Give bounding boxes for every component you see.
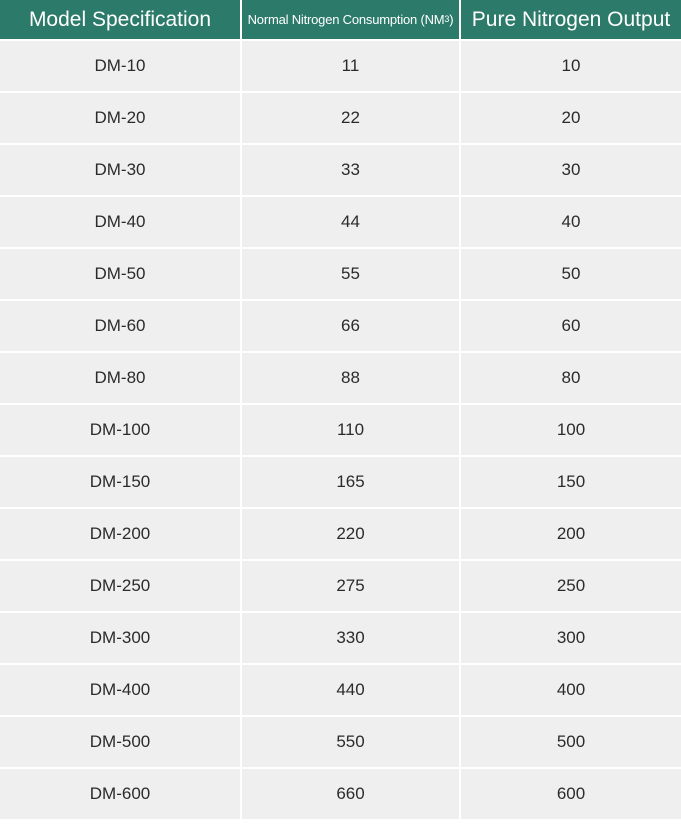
output-cell-value: 10 <box>561 56 581 75</box>
model-cell <box>0 457 242 509</box>
model-cell <box>0 249 242 301</box>
output-cell-value: 20 <box>561 108 581 127</box>
consumption-cell-value: 22 <box>341 108 360 127</box>
output-cell-value: 30 <box>561 160 581 179</box>
consumption-cell <box>242 405 461 457</box>
model-cell-value: DM-300 <box>89 628 151 647</box>
model-cell-value: DM-250 <box>89 576 151 595</box>
output-cell-value: 50 <box>561 264 581 283</box>
output-cell-value: 300 <box>556 628 586 647</box>
output-cell-value: 400 <box>556 680 586 699</box>
model-cell-value: DM-200 <box>89 524 151 543</box>
model-cell <box>0 717 242 769</box>
output-cell-value: 500 <box>556 732 586 751</box>
output-cell <box>461 301 681 353</box>
header-output-label: Pure Nitrogen Output <box>471 7 671 31</box>
model-cell-value: DM-80 <box>94 368 146 387</box>
model-cell <box>0 197 242 249</box>
consumption-cell-value: 275 <box>336 576 365 595</box>
consumption-cell-value: 550 <box>336 732 365 751</box>
consumption-cell-value: 165 <box>336 472 365 491</box>
model-cell-value: DM-20 <box>94 108 146 127</box>
output-cell-value: 150 <box>556 472 586 491</box>
output-cell-value: 80 <box>561 368 581 387</box>
output-cell <box>461 405 681 457</box>
consumption-cell <box>242 41 461 93</box>
output-cell <box>461 197 681 249</box>
output-cell <box>461 249 681 301</box>
header-model-label: Model Specification <box>28 7 212 31</box>
model-cell-value: DM-60 <box>94 316 146 335</box>
consumption-cell <box>242 717 461 769</box>
output-cell-value: 100 <box>556 420 586 439</box>
model-cell <box>0 41 242 93</box>
consumption-cell-value: 33 <box>341 160 360 179</box>
consumption-cell-value: 44 <box>341 212 360 231</box>
consumption-cell-value: 220 <box>336 524 365 543</box>
header-consumption-label: Normal Nitrogen Consumption (NM <box>247 12 445 27</box>
consumption-cell <box>242 665 461 717</box>
consumption-cell-value: 330 <box>336 628 365 647</box>
model-cell-value: DM-40 <box>94 212 146 231</box>
output-cell-value: 250 <box>556 576 586 595</box>
consumption-cell <box>242 197 461 249</box>
consumption-cell <box>242 509 461 561</box>
output-cell <box>461 353 681 405</box>
header-consumption-superscript: 3 <box>444 13 450 24</box>
header-model-specification <box>0 0 242 41</box>
consumption-cell <box>242 145 461 197</box>
model-cell <box>0 613 242 665</box>
header-pure-nitrogen-output <box>461 0 681 41</box>
consumption-cell <box>242 457 461 509</box>
output-cell <box>461 41 681 93</box>
consumption-cell <box>242 249 461 301</box>
consumption-cell <box>242 561 461 613</box>
model-cell-value: DM-600 <box>89 784 151 803</box>
model-cell-value: DM-400 <box>89 680 151 699</box>
output-cell <box>461 769 681 821</box>
model-cell-value: DM-30 <box>94 160 146 179</box>
consumption-cell-value: 110 <box>336 420 365 439</box>
output-cell-value: 600 <box>556 784 586 803</box>
consumption-cell-value: 55 <box>341 264 360 283</box>
consumption-cell <box>242 93 461 145</box>
output-cell-value: 200 <box>556 524 586 543</box>
model-cell <box>0 509 242 561</box>
model-cell <box>0 353 242 405</box>
header-normal-nitrogen-consumption <box>242 0 461 41</box>
model-cell-value: DM-10 <box>94 56 146 75</box>
output-cell <box>461 145 681 197</box>
consumption-cell <box>242 613 461 665</box>
model-cell <box>0 405 242 457</box>
model-cell <box>0 145 242 197</box>
output-cell <box>461 509 681 561</box>
model-cell <box>0 769 242 821</box>
consumption-cell <box>242 301 461 353</box>
output-cell <box>461 613 681 665</box>
consumption-cell <box>242 353 461 405</box>
consumption-cell <box>242 769 461 821</box>
model-cell-value: DM-500 <box>89 732 151 751</box>
consumption-cell-value: 66 <box>341 316 360 335</box>
consumption-cell-value: 88 <box>341 368 360 387</box>
consumption-cell-value: 440 <box>336 680 365 699</box>
model-cell <box>0 665 242 717</box>
output-cell-value: 60 <box>561 316 581 335</box>
output-cell <box>461 717 681 769</box>
output-cell <box>461 93 681 145</box>
output-cell <box>461 457 681 509</box>
consumption-cell-value: 11 <box>341 56 360 75</box>
model-cell-value: DM-150 <box>89 472 151 491</box>
model-cell-value: DM-100 <box>89 420 151 439</box>
output-cell-value: 40 <box>561 212 581 231</box>
model-cell <box>0 301 242 353</box>
model-cell <box>0 561 242 613</box>
model-cell <box>0 93 242 145</box>
model-cell-value: DM-50 <box>94 264 146 283</box>
output-cell <box>461 665 681 717</box>
header-consumption-close: ) <box>449 12 454 27</box>
consumption-cell-value: 660 <box>336 784 365 803</box>
output-cell <box>461 561 681 613</box>
